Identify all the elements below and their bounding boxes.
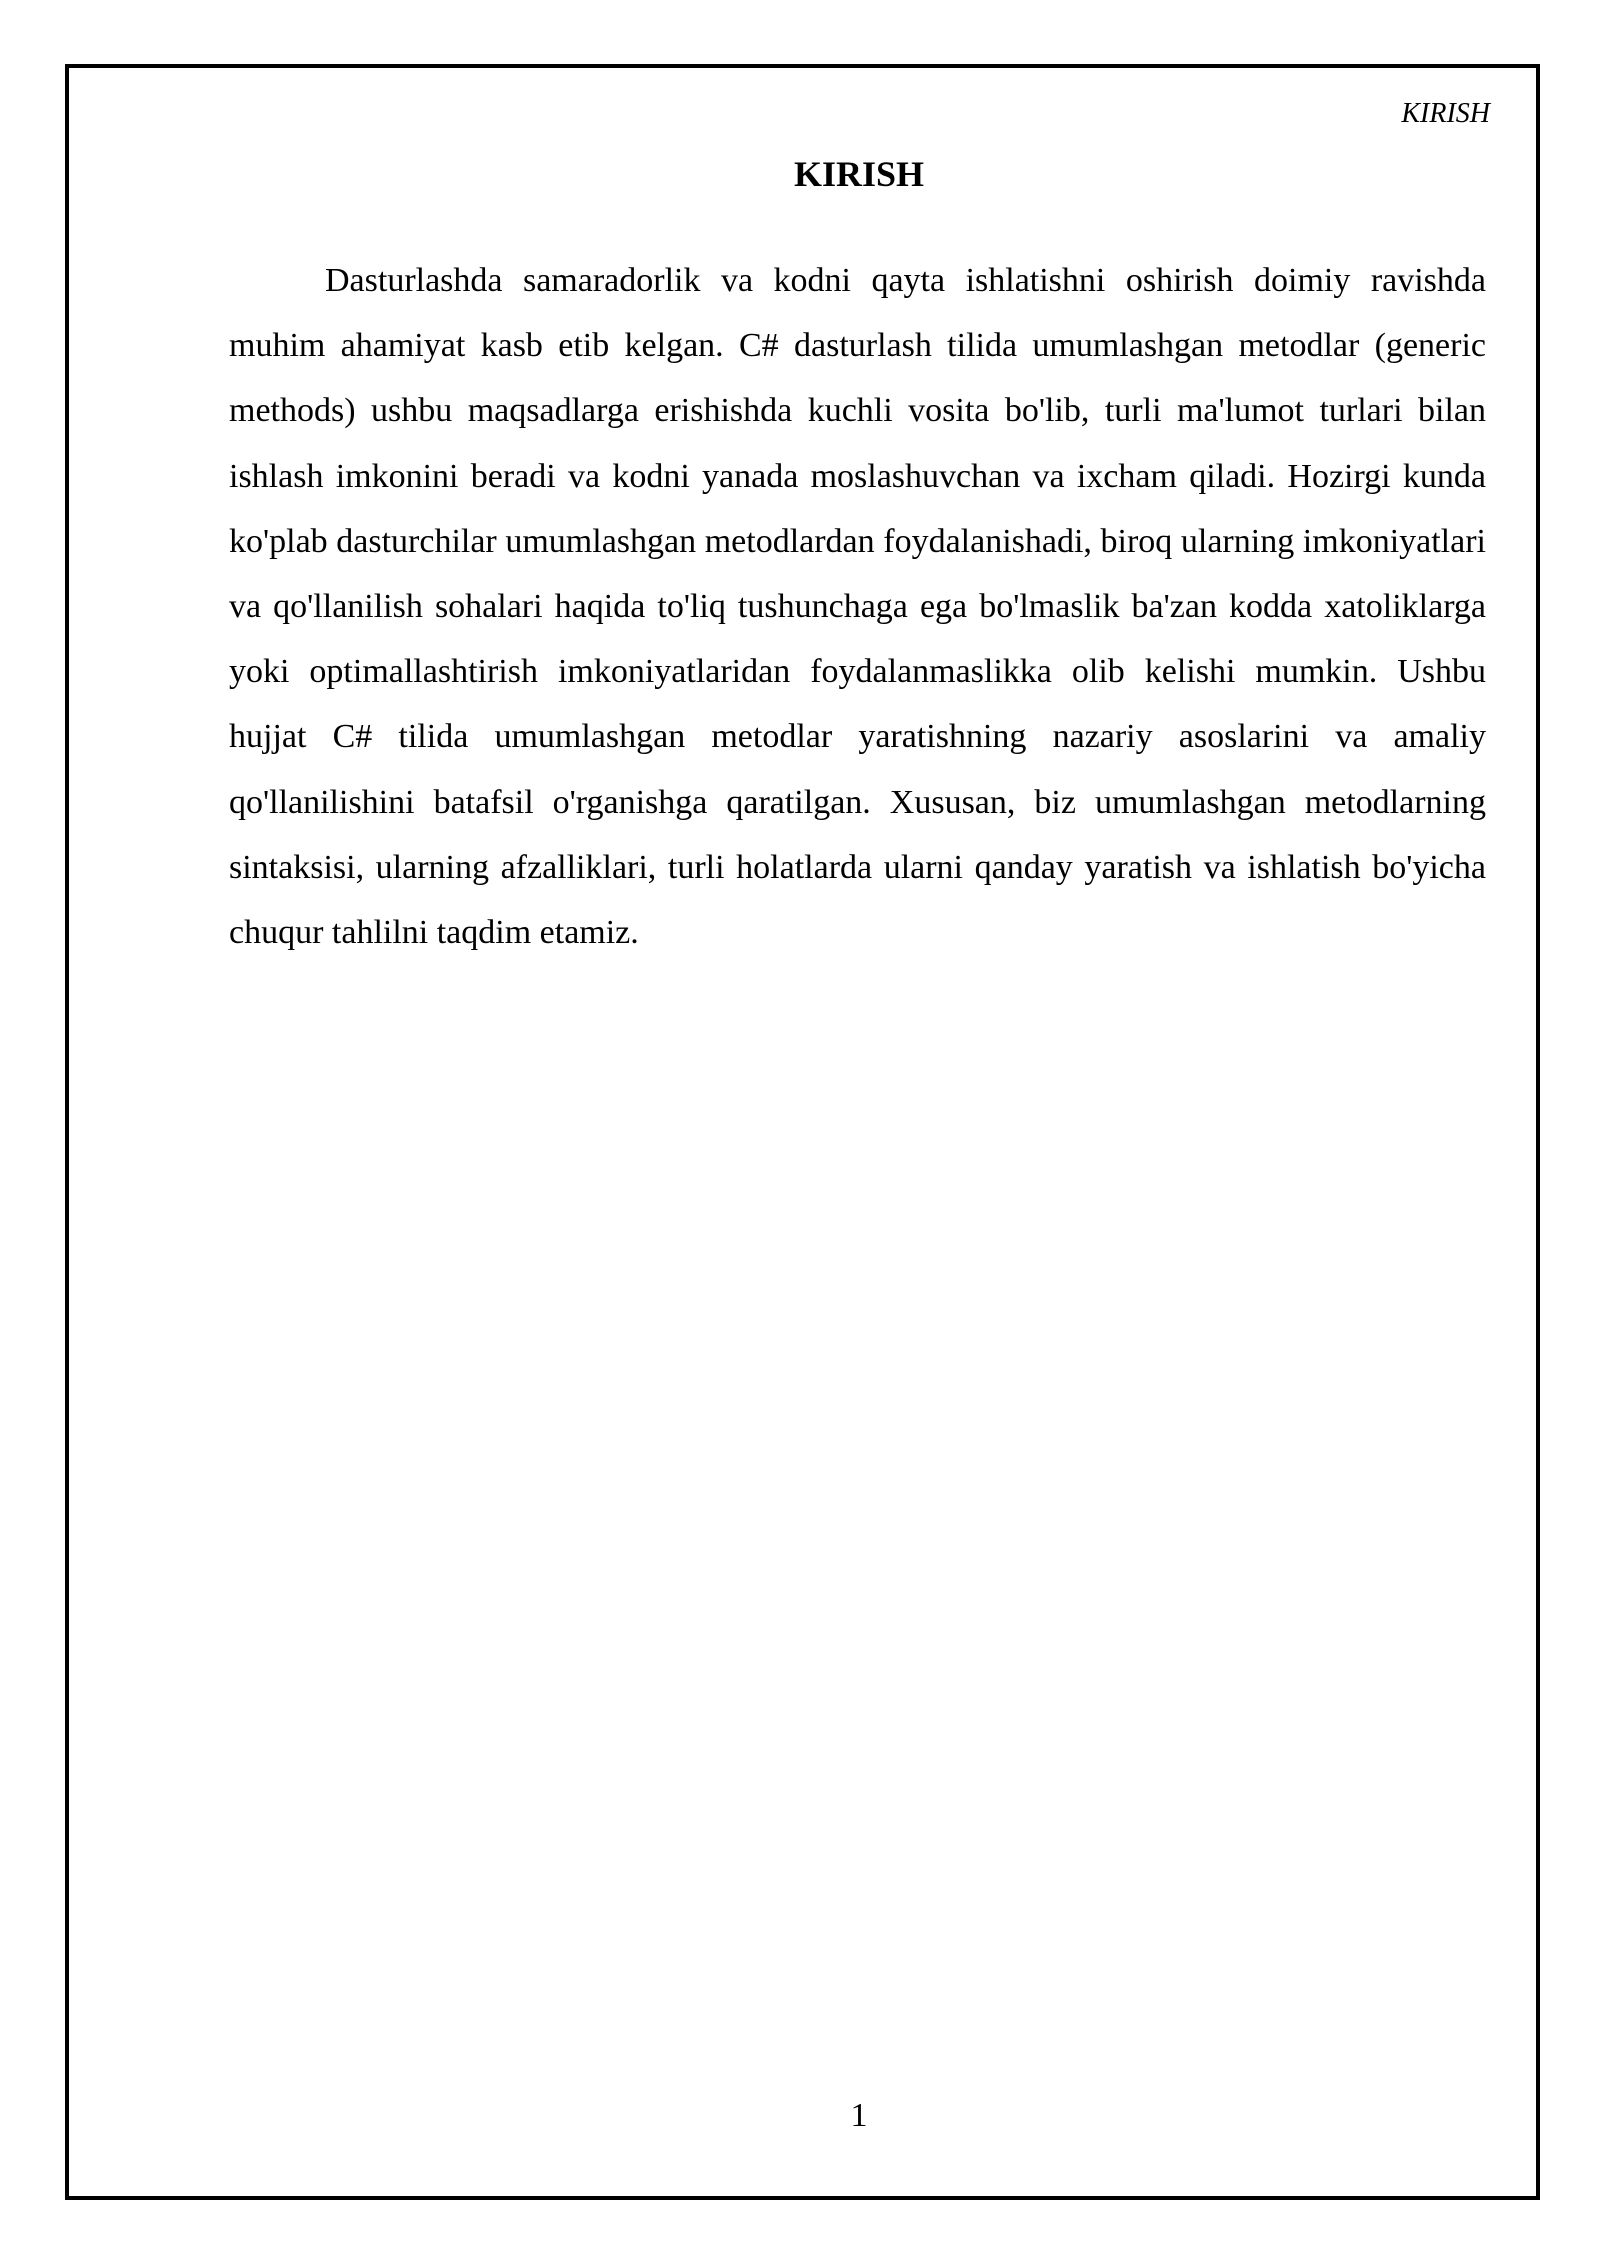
running-header: KIRISH [1401,98,1490,129]
body-paragraph: Dasturlashda samaradorlik va kodni qayta ishlatishni oshirish doimiy ravishda muhim ahamiyat kasb etib kelgan. C# dasturlash tilida umumlashgan metodlar (generic methods) ushbu maqsadlarga erishishda kuchli vosita bo'lib, turli ma'lumot turlari bilan ishlash imkonini beradi va kodni yanada moslashuvchan va ixcham qiladi. Hozirgi kunda ko'plab dasturchilar umumlashgan metodlardan foydalanishadi, biroq ularning imkoniyatlari va qo'llanilish sohalari haqida to'liq tushunchaga ega bo'lmaslik ba'zan kodda xatoliklarga yoki optimallashtirish imkoniyatlaridan foydalanmaslikka olib kelishi mumkin. Ushbu hujjat C# tilida umumlashgan metodlar yaratishning nazariy asoslarini va amaliy qo'llanilishini batafsil o'rganishga qaratilgan. Xususan, biz umumlashgan metodlarning sintaksisi, ularning afzalliklari, turli holatlarda ularni qanday yaratish va ishlatish bo'yicha chuqur tahlilni taqdim etamiz. [229,262,1486,952]
page-number: 1 [850,2097,868,2134]
page-title: KIRISH [793,154,925,194]
